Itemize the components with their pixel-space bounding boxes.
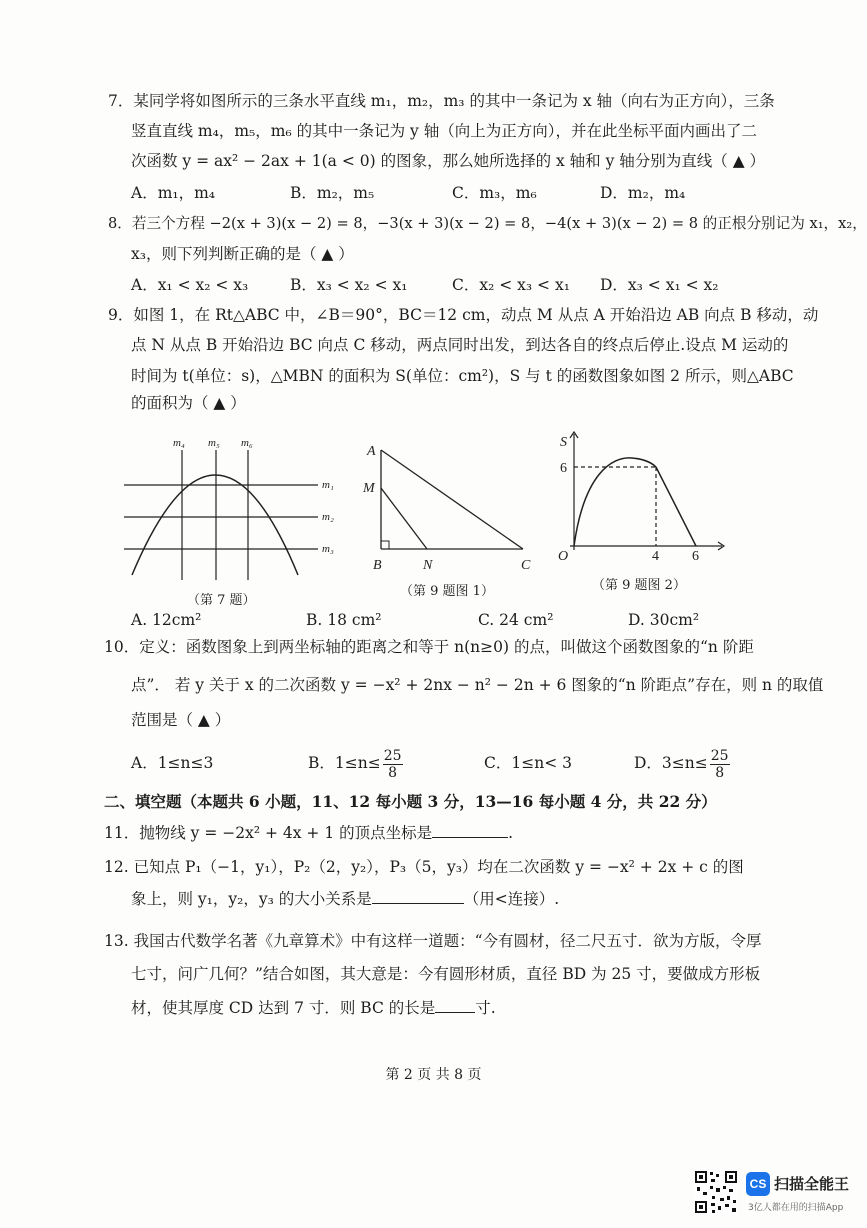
- label-m1: m₁: [322, 479, 334, 491]
- q13-line-3-a: 材，使其厚度 CD 达到 7 寸．则 BC 的长是: [131, 999, 436, 1017]
- scanner-tagline: 3亿人都在用的扫描App: [748, 1203, 844, 1213]
- qr-code-icon: [694, 1170, 738, 1214]
- q10-option-a: A．1≤n≤3: [131, 754, 214, 772]
- label-a: A: [367, 444, 376, 459]
- q11-text: 11．抛物线 y = −2x² + 4x + 1 的顶点坐标是: [104, 824, 433, 842]
- s-curve-fall: [656, 467, 696, 546]
- q12-line-1: 12. 已知点 P₁（−1，y₁），P₂（2，y₂），P₃（5，y₃）均在二次函数 y = −x² + 2x + c 的图: [104, 858, 744, 876]
- figure-9-2: [552, 428, 732, 573]
- q9-option-b: B. 18 cm²: [306, 611, 382, 629]
- q9-line-4: 的面积为（ ▲ ）: [131, 394, 246, 412]
- parabola-curve: [132, 475, 298, 575]
- right-angle-mark: [381, 541, 389, 549]
- q11-line: [104, 823, 513, 843]
- q12-line-2-a: 象上，则 y₁，y₂，y₃ 的大小关系是: [131, 890, 372, 908]
- q10-option-d: [634, 744, 732, 782]
- q9-line-2: 点 N 从点 B 开始沿边 BC 向点 C 移动，两点同时出发，到达各自的终点后停止.设点 M 运动的: [131, 336, 789, 354]
- label-c: C: [521, 558, 531, 573]
- q10-option-b: [308, 744, 405, 782]
- figure-7-caption: （第 7 题）: [187, 593, 256, 608]
- q13-line-3-b: 寸.: [475, 999, 496, 1017]
- q10-option-d-prefix: D．3≤n≤: [634, 754, 708, 772]
- q8-option-d: D．x₃ < x₁ < x₂: [600, 276, 719, 294]
- q10-line-3: 范围是（ ▲ ）: [131, 711, 231, 729]
- q13-answer-blank[interactable]: [435, 998, 475, 1013]
- q10-line-2: 点”． 若 y 关于 x 的二次函数 y = −x² + 2nx − n² − 2n + 6 图象的“n 阶距点”存在，则 n 的取值: [131, 676, 824, 694]
- q7-option-b: B．m₂，m₅: [290, 184, 375, 202]
- q7-option-a: A．m₁，m₄: [131, 184, 216, 202]
- q9-option-c: C. 24 cm²: [478, 611, 554, 629]
- q10-option-c: C．1≤n< 3: [484, 754, 572, 772]
- fraction-numerator: 25: [383, 747, 402, 764]
- label-s: S: [560, 435, 567, 450]
- q13-line-2: 七寸，问广几何？”结合如图，其大意是：今有圆形材质，直径 BD 为 25 寸，要做成方形板: [131, 965, 761, 983]
- q8-option-b: B．x₃ < x₂ < x₁: [290, 276, 408, 294]
- q7-line-1: 7．某同学将如图所示的三条水平直线 m₁，m₂，m₃ 的其中一条记为 x 轴（向右为正方向），三条: [108, 92, 775, 110]
- scanner-watermark: [692, 1168, 862, 1224]
- q12-line-2: [131, 889, 559, 909]
- label-m5: m₅: [208, 437, 220, 449]
- q11-answer-blank[interactable]: [432, 823, 508, 838]
- page-footer: 第 2 页 共 8 页: [385, 1067, 482, 1083]
- q7-option-c: C．m₃，m₆: [452, 184, 537, 202]
- q13-line-1: 13. 我国古代数学名著《九章算术》中有这样一道题：“今有圆材，径二尺五寸．欲为方版，令厚: [104, 932, 762, 950]
- label-m4: m₄: [173, 437, 185, 449]
- figure-7: [110, 430, 350, 610]
- label-n: N: [423, 558, 433, 573]
- q9-option-a: A. 12cm²: [131, 611, 202, 629]
- label-m: M: [363, 481, 375, 496]
- q10-option-b-fraction: [383, 748, 403, 781]
- q7-option-d: D．m₂，m₄: [600, 184, 686, 202]
- q12-answer-blank[interactable]: [372, 889, 464, 904]
- label-origin: O: [558, 549, 569, 564]
- q9-line-1: 9．如图 1，在 Rt△ABC 中，∠B＝90°，BC＝12 cm，动点 M 从点 A 开始沿边 AB 向点 B 移动，动: [108, 306, 819, 324]
- q9-line-3: 时间为 t(单位：s)，△MBN 的面积为 S(单位：cm²)，S 与 t 的函数图象如图 2 所示，则△ABC: [131, 367, 794, 385]
- q8-option-c: C．x₂ < x₃ < x₁: [452, 276, 570, 294]
- label-four: 4: [652, 549, 659, 564]
- q8-option-a: A．x₁ < x₂ < x₃: [131, 276, 249, 294]
- side-ac: [381, 450, 523, 549]
- q13-line-3: [131, 998, 496, 1018]
- q8-line-2: x₃，则下列判断正确的是（ ▲ ）: [131, 245, 354, 263]
- fraction-numerator: 25: [710, 747, 729, 764]
- q7-line-3: 次函数 y = ax² − 2ax + 1(a < 0) 的图象，那么她所选择的 x 轴和 y 轴分别为直线（ ▲ ）: [131, 152, 766, 170]
- label-b: B: [373, 558, 382, 573]
- label-m3: m₃: [322, 543, 334, 555]
- q8-line-1: 8．若三个方程 −2(x + 3)(x − 2) = 8，−3(x + 3)(x − 2) = 8，−4(x + 3)(x − 2) = 8 的正根分别记为 x₁，x₂，: [108, 215, 867, 232]
- label-m6: m₆: [241, 437, 253, 449]
- label-six-y: 6: [560, 461, 567, 476]
- q10-line-1: 10．定义：函数图象上到两坐标轴的距离之和等于 n(n≥0) 的点，叫做这个函数图象的“n 阶距: [104, 638, 754, 656]
- segment-mn: [381, 488, 427, 549]
- section-2-heading: 二、填空题（本题共 6 小题，11、12 每小题 3 分，13—16 每小题 4 分，共 22 分）: [104, 792, 717, 811]
- q11-end: .: [508, 824, 514, 842]
- figure-9-1-caption: （第 9 题图 1）: [400, 584, 494, 599]
- q10-option-b-prefix: B．1≤n≤: [308, 754, 381, 772]
- fraction-denominator: 8: [388, 764, 398, 781]
- scanner-logo-icon: CS: [746, 1172, 770, 1196]
- label-m2: m₂: [322, 511, 334, 523]
- q7-line-2: 竖直直线 m₄，m₅，m₆ 的其中一条记为 y 轴（向上为正方向），并在此坐标平面内画出了二: [131, 122, 757, 140]
- label-six-x: 6: [692, 549, 699, 564]
- fraction-denominator: 8: [715, 764, 725, 781]
- q9-option-d: D. 30cm²: [628, 611, 700, 629]
- q10-option-d-fraction: [710, 748, 730, 781]
- q12-line-2-b: （用<连接）.: [463, 890, 560, 908]
- figure-9-2-caption: （第 9 题图 2）: [592, 578, 686, 593]
- figure-9-1: [355, 436, 545, 576]
- s-curve-rise: [574, 458, 656, 546]
- scanner-app-name: 扫描全能王: [774, 1175, 850, 1193]
